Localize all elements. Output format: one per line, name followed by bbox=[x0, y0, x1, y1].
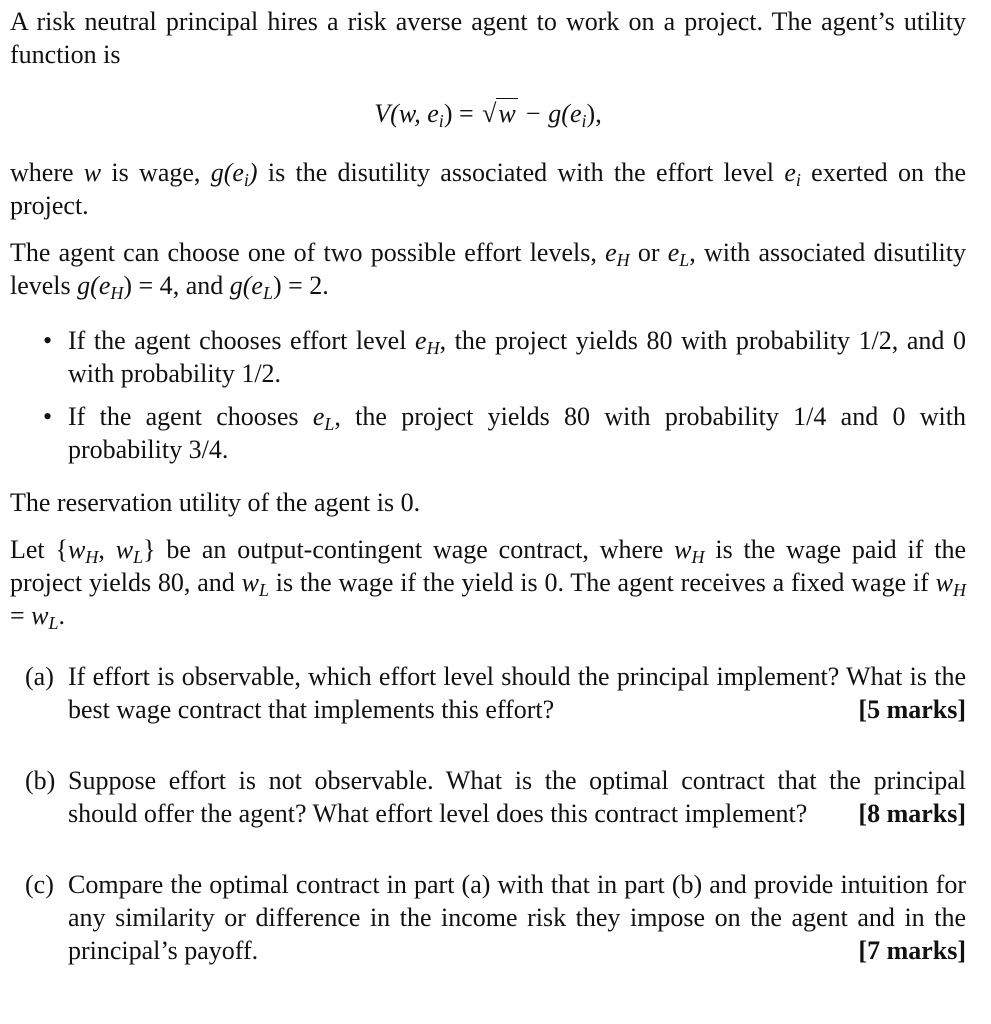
question-a-text: If effort is observable, which effort level should the principal implement? What is the best wage contract that implements this effort? bbox=[68, 662, 966, 724]
effort-eL-sub: L bbox=[679, 250, 690, 270]
effort-gH-val: ) = 4 bbox=[123, 271, 173, 300]
effort-gH: g(e bbox=[77, 271, 111, 300]
def-text-a: where bbox=[10, 158, 84, 187]
effort-levels-paragraph bbox=[10, 236, 966, 302]
utility-equation bbox=[10, 97, 966, 130]
square-root bbox=[480, 97, 518, 130]
bullet1-text-a: If the agent chooses effort level bbox=[68, 326, 416, 355]
question-c-marks: [7 marks] bbox=[858, 936, 966, 965]
contract-text-c: is the wage paid if the project yields 80, and bbox=[10, 535, 967, 597]
contract-wL2-sub: L bbox=[258, 580, 269, 600]
contract-wH-sub: H bbox=[85, 547, 99, 567]
contract-wH2-sub: H bbox=[691, 547, 705, 567]
bullet2-sub: L bbox=[324, 414, 335, 434]
outcome-bullet-list bbox=[10, 324, 966, 466]
contract-wL: w bbox=[115, 535, 134, 564]
contract-wL3: w bbox=[31, 601, 49, 630]
list-item bbox=[10, 400, 966, 466]
def-var-g-sub: i bbox=[243, 170, 249, 190]
def-text-b: is wage, bbox=[101, 158, 211, 187]
contract-wH2: w bbox=[674, 535, 692, 564]
contract-wL3-sub: L bbox=[48, 613, 59, 633]
contract-text-d: is the wage if the yield is 0. The agent receives a fixed wage if bbox=[268, 568, 936, 597]
equation-rhs: − g(e bbox=[517, 99, 582, 128]
question-c-text: Compare the optimal contract in part (a) with that in part (b) and provide intuition for any similarity or difference in the income risk they impose on the agent and in the principal’s payoff. bbox=[68, 870, 966, 965]
contract-text-b: } be an output-contingent wage contract, where bbox=[143, 535, 675, 564]
question-c-label: (c) bbox=[25, 870, 54, 899]
effort-gL-sub: L bbox=[262, 283, 273, 303]
radical-sign: √ bbox=[482, 99, 497, 128]
equation-lhs-sub: i bbox=[438, 111, 444, 131]
effort-text-a: The agent can choose one of two possible effort levels, bbox=[10, 238, 606, 267]
bullet-icon: • bbox=[43, 402, 53, 431]
contract-paragraph bbox=[10, 533, 966, 632]
contract-text-end: . bbox=[58, 601, 66, 630]
def-var-g: g(e bbox=[210, 158, 244, 187]
effort-eH-sub: H bbox=[616, 250, 630, 270]
effort-eH: e bbox=[605, 238, 617, 267]
effort-gL-val: ) = 2 bbox=[272, 271, 323, 300]
reservation-paragraph bbox=[10, 486, 966, 519]
effort-gL: g(e bbox=[229, 271, 263, 300]
def-text-c: is the disutility associated with the effort level bbox=[257, 158, 785, 187]
def-var-e-sub: i bbox=[795, 170, 801, 190]
contract-wH3-sub: H bbox=[952, 580, 966, 600]
bullet2-text-b: , the project yields 80 with probability 1/4 and 0 with probability 3/4. bbox=[68, 402, 967, 464]
equation-lhs: V(w, e bbox=[374, 99, 439, 128]
bullet1-text-b: , the project yields 80 with probability 1/2, and 0 with probability 1/2. bbox=[68, 326, 967, 388]
question-b-marks: [8 marks] bbox=[858, 799, 966, 828]
effort-gH-sub: H bbox=[110, 283, 124, 303]
effort-text-end: . bbox=[322, 271, 329, 300]
contract-comma: , bbox=[98, 535, 116, 564]
bullet2-text-a: If the agent chooses bbox=[68, 402, 313, 431]
question-b-text: Suppose effort is not observable. What is the optimal contract that the principal should offer the agent? What effort level does this contract implement? bbox=[68, 766, 966, 828]
reservation-text: The reservation utility of the agent is 0. bbox=[10, 488, 421, 517]
def-var-e: e bbox=[784, 158, 796, 187]
contract-wH: w bbox=[68, 535, 86, 564]
contract-wL-sub: L bbox=[133, 547, 144, 567]
def-var-g-close: ) bbox=[248, 158, 258, 187]
contract-eq: = bbox=[10, 601, 32, 630]
def-var-w: w bbox=[83, 158, 102, 187]
contract-wL2: w bbox=[241, 568, 259, 597]
exam-question-page bbox=[10, 5, 966, 967]
bullet-icon: • bbox=[43, 326, 53, 355]
question-a-label: (a) bbox=[25, 662, 54, 691]
question-a-marks: [5 marks] bbox=[858, 695, 966, 724]
equation-rhs-sub: i bbox=[581, 111, 587, 131]
definitions-paragraph bbox=[10, 156, 966, 222]
bullet1-sub: H bbox=[426, 338, 440, 358]
question-b-label: (b) bbox=[25, 766, 56, 795]
effort-eL: e bbox=[667, 238, 680, 267]
intro-text: A risk neutral principal hires a risk averse agent to work on a project. The agent’s utility function is bbox=[10, 7, 966, 69]
bullet2-e: e bbox=[312, 402, 325, 431]
bullet1-e: e bbox=[415, 326, 427, 355]
equation-lhs-close: ) = bbox=[443, 99, 481, 128]
intro-paragraph bbox=[10, 5, 966, 71]
effort-text-b: , with associated disutility levels bbox=[10, 238, 966, 300]
contract-text-a: Let { bbox=[10, 535, 68, 564]
list-item bbox=[10, 324, 966, 390]
question-c bbox=[10, 868, 966, 967]
effort-text-and: , and bbox=[172, 271, 230, 300]
question-b bbox=[10, 764, 966, 830]
question-a bbox=[10, 660, 966, 726]
equation-rhs-close: ), bbox=[586, 99, 602, 128]
contract-wH3: w bbox=[935, 568, 953, 597]
def-text-d: exerted on the project. bbox=[10, 158, 966, 220]
radicand: w bbox=[498, 99, 516, 128]
effort-text-or: or bbox=[629, 238, 668, 267]
